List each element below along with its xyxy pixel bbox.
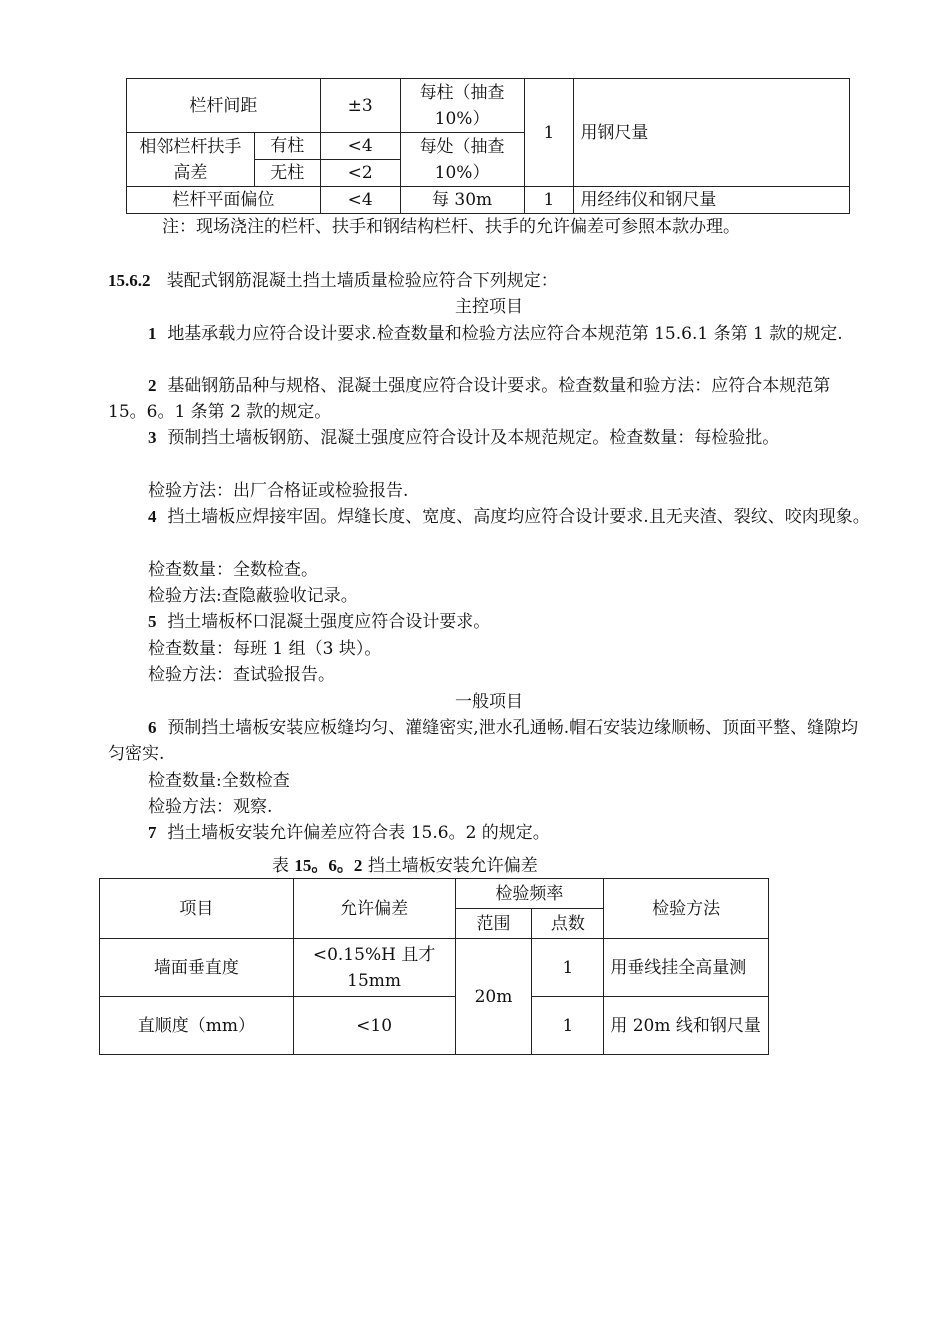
- table-cell: 用垂线挂全高量测: [604, 939, 769, 997]
- table-cell: 每 30m: [400, 187, 524, 214]
- item-text: 基础钢筋品种与规格、混凝土强度应符合设计要求。检查数量和验方法：应符合本规范第 15。6。1 条第 2 款的规定。: [108, 376, 831, 422]
- table-cell: ±3: [320, 79, 400, 133]
- caption-number: 15。6。2: [294, 856, 363, 875]
- table-cell: 相邻栏杆扶手高差: [127, 133, 255, 187]
- item-3-method: 检验方法：出厂合格证或检验报告.: [148, 481, 409, 501]
- item-number: 2: [148, 376, 157, 395]
- table-cell: 1: [524, 187, 574, 214]
- table-caption: [272, 853, 538, 879]
- section-number: 15.6.2: [108, 271, 151, 290]
- table-cell: 20m: [455, 939, 532, 1055]
- railing-tolerance-table: [126, 78, 850, 214]
- item-4-method: 检验方法:查隐蔽验收记录。: [148, 586, 358, 606]
- item-text: 地基承载力应符合设计要求.检查数量和检验方法应符合本规范第 15.6.1 条第 1 款的规定.: [167, 324, 843, 344]
- item-text: 预制挡土墙板安装应板缝均匀、灌缝密实,泄水孔通畅.帽石安装边缘顺畅、顶面平整、缝隙均匀密实.: [108, 718, 859, 764]
- table-cell: 栏杆平面偏位: [127, 187, 321, 214]
- item-number: 1: [148, 324, 157, 343]
- header-range: 范围: [455, 909, 532, 939]
- table-cell: 直顺度（mm）: [100, 997, 294, 1055]
- table-cell: 1: [532, 997, 604, 1055]
- item-number: 4: [148, 507, 157, 526]
- header-tolerance: 允许偏差: [293, 879, 455, 939]
- table-cell: 用经纬仪和钢尺量: [574, 187, 850, 214]
- section-text: 装配式钢筋混凝土挡土墙质量检验应符合下列规定：: [166, 271, 558, 291]
- item-6: [108, 715, 870, 767]
- item-4-quantity: 检查数量：全数检查。: [148, 560, 318, 580]
- table-cell: 无柱: [254, 160, 320, 187]
- caption-text: 挡土墙板安装允许偏差: [367, 856, 538, 876]
- header-frequency: 检验频率: [455, 879, 604, 909]
- table-cell: 每柱（抽查10%）: [400, 79, 524, 133]
- header-method: 检验方法: [604, 879, 769, 939]
- main-control-heading: 主控项目: [455, 297, 523, 317]
- retaining-wall-tolerance-table: [99, 878, 769, 1055]
- table-cell: 栏杆间距: [127, 79, 321, 133]
- table-cell: <4: [320, 187, 400, 214]
- table-cell: 1: [532, 939, 604, 997]
- table-cell: 用 20m 线和钢尺量: [604, 997, 769, 1055]
- item-7: [108, 820, 870, 846]
- table-cell: 有柱: [254, 133, 320, 160]
- caption-prefix: 表: [272, 856, 289, 876]
- header-points: 点数: [532, 909, 604, 939]
- item-number: 3: [148, 428, 157, 447]
- item-6-method: 检验方法：观察.: [148, 797, 273, 817]
- item-number: 7: [148, 823, 157, 842]
- item-number: 5: [148, 612, 157, 631]
- table-cell: <2: [320, 160, 400, 187]
- item-5-method: 检验方法：查试验报告。: [148, 665, 335, 685]
- item-2: [108, 373, 870, 425]
- table-cell: 每处（抽查10%）: [400, 133, 524, 187]
- header-item: 项目: [100, 879, 294, 939]
- table-cell: <4: [320, 133, 400, 160]
- table-cell: 用钢尺量: [574, 79, 850, 187]
- item-5-quantity: 检查数量：每班 1 组（3 块）。: [148, 639, 382, 659]
- item-text: 挡土墙板应焊接牢固。焊缝长度、宽度、高度均应符合设计要求.且无夹渣、裂纹、咬肉现象。: [167, 507, 870, 527]
- item-6-quantity: 检查数量:全数检查: [148, 771, 290, 791]
- table-note: 注：现场浇注的栏杆、扶手和钢结构栏杆、扶手的允许偏差可参照本款办理。: [162, 217, 740, 237]
- item-4: [108, 504, 870, 530]
- item-text: 预制挡土墙板钢筋、混凝土强度应符合设计及本规范规定。检查数量：每检验批。: [167, 428, 780, 448]
- item-text: 挡土墙板安装允许偏差应符合表 15.6。2 的规定。: [167, 823, 550, 843]
- item-1: [108, 321, 870, 347]
- table-cell: <0.15%H 且才 15mm: [293, 939, 455, 997]
- general-items-heading: 一般项目: [455, 692, 523, 712]
- item-text: 挡土墙板杯口混凝土强度应符合设计要求。: [167, 612, 491, 632]
- table-cell: 墙面垂直度: [100, 939, 294, 997]
- item-number: 6: [148, 718, 157, 737]
- item-3: [108, 425, 870, 451]
- table-cell: 1: [524, 79, 574, 187]
- table-cell: <10: [293, 997, 455, 1055]
- section-heading: [108, 268, 870, 294]
- item-5: [108, 609, 870, 635]
